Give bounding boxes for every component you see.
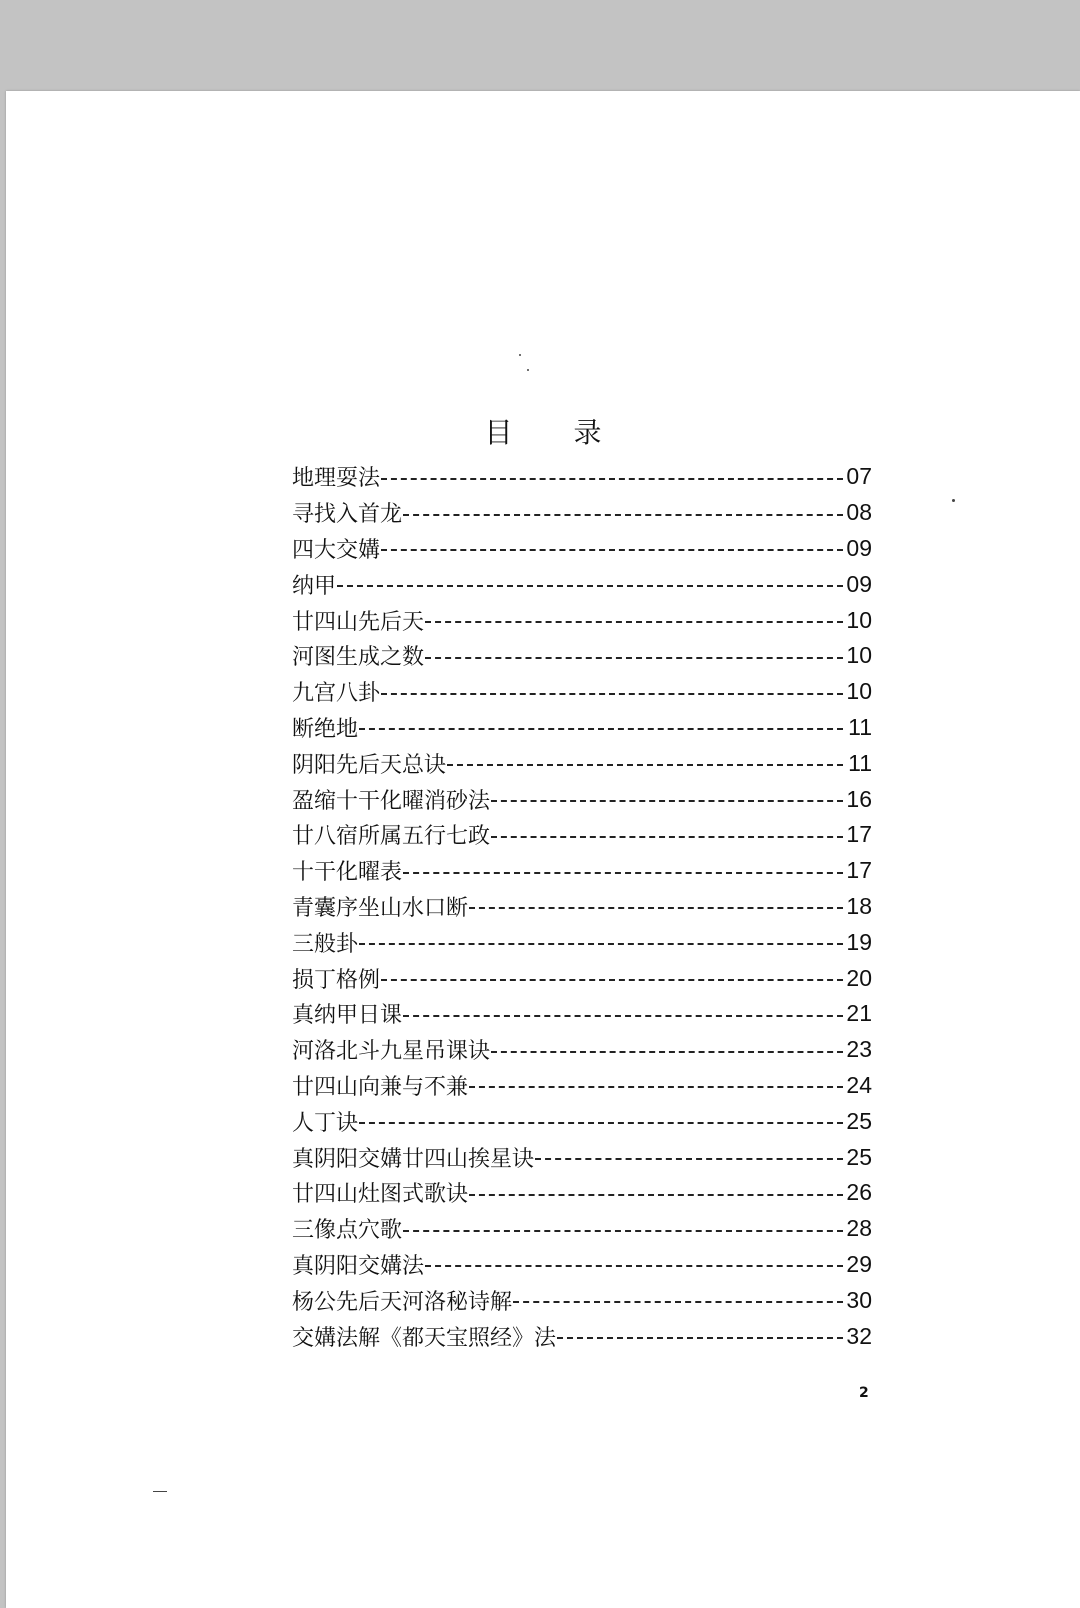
toc-entry[interactable] [292, 495, 872, 531]
toc-entry[interactable] [292, 459, 872, 495]
page-number: 2 [859, 1385, 869, 1401]
toc-entry-title: 十干化曜表 [292, 860, 403, 886]
toc-entry-page: 19 [846, 928, 872, 955]
document-page [6, 91, 1080, 1608]
toc-entry[interactable] [292, 1068, 872, 1104]
toc-entry-title: 真阴阳交媾廿四山挨星诀 [292, 1146, 535, 1172]
toc-entry-title: 四大交媾 [292, 537, 381, 563]
toc-entry-title: 断绝地 [292, 716, 359, 742]
toc-entry-title: 三像点穴歌 [292, 1218, 403, 1244]
toc-dash-leader [403, 514, 843, 516]
toc-entry[interactable] [292, 960, 872, 996]
toc-entry-page: 16 [846, 785, 872, 812]
toc-entry-title: 纳甲 [292, 573, 337, 599]
toc-entry-page: 10 [846, 678, 872, 705]
toc-entry[interactable] [292, 1282, 872, 1318]
toc-entry-page: 30 [846, 1286, 872, 1313]
toc-dash-leader [403, 872, 843, 874]
toc-dash-leader [425, 657, 843, 659]
toc-dash-leader [403, 1230, 843, 1232]
toc-entry-title: 真阴阳交媾法 [292, 1253, 425, 1279]
toc-entry[interactable] [292, 817, 872, 853]
toc-entry-title: 河图生成之数 [292, 645, 425, 671]
toc-entry[interactable] [292, 674, 872, 710]
toc-entry-title: 廿四山灶图式歌诀 [292, 1182, 469, 1208]
toc-entry-page: 32 [846, 1322, 872, 1349]
toc-entry-page: 26 [846, 1179, 872, 1206]
toc-dash-leader [403, 1015, 843, 1017]
toc-dash-leader [557, 1337, 843, 1339]
toc-entry-page: 08 [846, 499, 872, 526]
toc-entry-title: 九宫八卦 [292, 681, 381, 707]
toc-entry[interactable] [292, 889, 872, 925]
toc-entry-page: 11 [848, 749, 872, 776]
toc-entry-title: 三般卦 [292, 931, 359, 957]
toc-entry-title: 廿四山先后天 [292, 609, 425, 635]
toc-dash-leader [359, 728, 843, 730]
toc-entry[interactable] [292, 1175, 872, 1211]
toc-entry-page: 25 [846, 1107, 872, 1134]
toc-entry[interactable] [292, 566, 872, 602]
toc-entry-page: 10 [846, 642, 872, 669]
toc-entry-page: 17 [846, 857, 872, 884]
toc-entry[interactable] [292, 745, 872, 781]
toc-entry-page: 21 [846, 1000, 872, 1027]
toc-entry-page: 17 [846, 821, 872, 848]
toc-entry[interactable] [292, 1032, 872, 1068]
toc-entry-title: 廿四山向兼与不兼 [292, 1074, 469, 1100]
toc-dash-leader [469, 907, 843, 909]
toc-entry[interactable] [292, 531, 872, 567]
toc-entry-page: 18 [846, 892, 872, 919]
scan-speck [153, 1491, 167, 1492]
toc-entry-page: 24 [846, 1071, 872, 1098]
toc-entry-title: 廿八宿所属五行七政 [292, 824, 491, 850]
toc-dash-leader [381, 693, 843, 695]
toc-entry[interactable] [292, 1318, 872, 1354]
toc-entry-page: 28 [846, 1215, 872, 1242]
toc-entry-title: 寻找入首龙 [292, 502, 403, 528]
toc-entry[interactable] [292, 602, 872, 638]
scan-speck [519, 354, 521, 356]
toc-entry[interactable] [292, 710, 872, 746]
toc-entry[interactable] [292, 638, 872, 674]
toc-entry[interactable] [292, 1139, 872, 1175]
toc-entry-page: 11 [848, 713, 872, 740]
toc-entry-page: 25 [846, 1143, 872, 1170]
toc-entry[interactable] [292, 853, 872, 889]
toc-entry-page: 09 [846, 570, 872, 597]
toc-entry[interactable] [292, 781, 872, 817]
toc-entry-page: 07 [846, 463, 872, 490]
toc-entry-title: 青囊序坐山水口断 [292, 895, 469, 921]
toc-dash-leader [491, 800, 843, 802]
toc-dash-leader [381, 979, 843, 981]
toc-dash-leader [491, 836, 843, 838]
toc-entry-page: 10 [846, 606, 872, 633]
toc-dash-leader [425, 621, 843, 623]
toc-entry-title: 损丁格例 [292, 967, 381, 993]
toc-entry-page: 20 [846, 964, 872, 991]
toc-dash-leader [513, 1301, 843, 1303]
toc-entry[interactable] [292, 1247, 872, 1283]
toc-dash-leader [359, 1122, 843, 1124]
toc-title: 目 录 [484, 416, 628, 449]
toc-entry-title: 人丁诀 [292, 1110, 359, 1136]
toc-entry-title: 盈缩十干化曜消砂法 [292, 788, 491, 814]
scan-speck [527, 369, 529, 371]
toc-entry-page: 09 [846, 534, 872, 561]
toc-entry[interactable] [292, 996, 872, 1032]
toc-entry-title: 真纳甲日课 [292, 1003, 403, 1029]
toc-dash-leader [337, 585, 843, 587]
scan-speck [952, 499, 955, 502]
toc-entry-page: 23 [846, 1036, 872, 1063]
toc-entry[interactable] [292, 1211, 872, 1247]
toc-entry-title: 河洛北斗九星吊课诀 [292, 1039, 491, 1065]
toc-dash-leader [535, 1158, 843, 1160]
toc-dash-leader [469, 1086, 843, 1088]
toc-dash-leader [491, 1051, 843, 1053]
toc-dash-leader [425, 1265, 843, 1267]
toc-entry-title: 杨公先后天河洛秘诗解 [292, 1289, 513, 1315]
toc-entry-page: 29 [846, 1250, 872, 1277]
toc-entry-title: 地理耍法 [292, 466, 381, 492]
toc-dash-leader [381, 549, 843, 551]
toc-entry-title: 交媾法解《都天宝照经》法 [292, 1325, 557, 1351]
toc-dash-leader [359, 943, 843, 945]
toc-entry[interactable] [292, 924, 872, 960]
toc-entry[interactable] [292, 1103, 872, 1139]
toc-dash-leader [381, 478, 843, 480]
toc-entry-title: 阴阳先后天总诀 [292, 752, 447, 778]
toc-list [292, 459, 872, 1354]
toc-dash-leader [447, 764, 843, 766]
toc-dash-leader [469, 1194, 843, 1196]
